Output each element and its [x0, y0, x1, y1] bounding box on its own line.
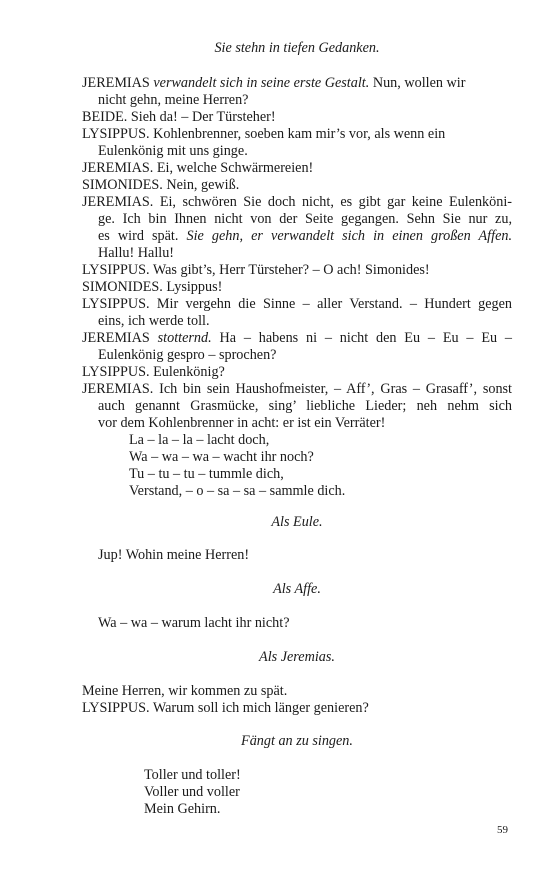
stage-direction: Als Jeremias. — [259, 649, 335, 665]
speech-text: Hallu! Hallu! — [98, 244, 175, 261]
verse-line: Toller und toller! — [144, 767, 241, 783]
inline-direction: stotternd. — [157, 330, 212, 346]
speech-line: Wa – wa – warum lacht ihr nicht? — [98, 615, 290, 631]
speaker-name: JEREMIAS — [82, 75, 150, 91]
speech-text: Was gibt’s, Herr Türsteher? – O ach! Simonides! — [152, 262, 430, 278]
speech-text: Lysippus! — [166, 279, 223, 295]
speech-text: Eulenkönig? — [153, 364, 225, 380]
speech-text: Nein, gewiß. — [166, 177, 240, 193]
speaker-name: LYSIPPUS. — [82, 296, 150, 312]
speaker-name: JEREMIAS. — [82, 381, 154, 397]
page-number: 59 — [497, 824, 508, 836]
speaker-name: LYSIPPUS. — [82, 700, 150, 716]
speaker-name: LYSIPPUS. — [82, 364, 150, 380]
speaker-name: LYSIPPUS. — [82, 126, 150, 142]
speech-text: Eulenkönig mit uns ginge. — [98, 142, 248, 159]
speech-text: es wird spät. — [98, 227, 179, 244]
speech-text: auch genannt Grasmücke, sing’ liebliche Lieder; neh nehm sich — [98, 397, 512, 414]
speech-line: Jup! Wohin meine Herren! — [98, 547, 250, 563]
speaker-name: JEREMIAS — [82, 330, 150, 346]
speaker-name: LYSIPPUS. — [82, 262, 150, 278]
stage-direction: Sie stehn in tiefen Gedanken. — [214, 40, 380, 56]
speech-beide — [82, 109, 512, 126]
stage-direction: Als Affe. — [273, 581, 321, 597]
speech-text: Eulenkönig gespro – sprochen? — [98, 346, 277, 363]
speech-line: Meine Herren, wir kommen zu spät. — [82, 683, 288, 699]
verse-line: Verstand, – o – sa – sa – sammle dich. — [129, 482, 346, 499]
verse-line: Tu – tu – tu – tummle dich, — [129, 465, 284, 482]
speech-jeremias-2 — [82, 160, 512, 177]
speech-lysippus-2 — [82, 262, 512, 279]
speech-text: Kohlenbrenner, soeben kam mir’s vor, als wenn ein — [153, 126, 446, 142]
speaker-name: JEREMIAS. — [82, 194, 154, 210]
speech-text: Warum soll ich mich länger genieren? — [152, 700, 369, 716]
speech-lysippus-5 — [82, 700, 512, 717]
speech-text: Nun, wollen wir — [372, 75, 466, 91]
speech-lysippus-3 — [82, 296, 512, 330]
speech-jeremias-5 — [82, 381, 512, 432]
stage-direction: Fängt an zu singen. — [241, 733, 353, 749]
verse-line: Mein Gehirn. — [144, 800, 221, 817]
inline-direction: Sie gehn, er verwandelt sich in einen großen Affen. — [186, 227, 513, 244]
speech-lysippus-1 — [82, 126, 512, 160]
speech-text: vor dem Kohlenbrenner in acht: er ist ein Verräter! — [98, 414, 386, 431]
speech-text: Ei, schwören Sie doch nicht, es gibt gar keine Eulenköni- — [159, 194, 513, 210]
speech-text: Mir vergehn die Sinne – aller Verstand. – Hundert gegen — [156, 296, 512, 312]
song-verse-1 — [82, 432, 550, 500]
speech-lysippus-4 — [82, 364, 512, 381]
speech-jeremias-4 — [82, 330, 512, 364]
verse-line: Voller und voller — [144, 783, 240, 800]
speech-text: Ei, welche Schwärmereien! — [156, 160, 314, 176]
stage-direction: Als Eule. — [271, 514, 323, 530]
speech-text: Sieh da! – Der Türsteher! — [130, 109, 276, 125]
speech-text: eins, ich werde toll. — [98, 312, 210, 329]
speech-text: Ha – habens ni – nicht den Eu – Eu – Eu – — [219, 330, 513, 346]
speaker-name: SIMONIDES. — [82, 177, 163, 193]
verse-line: La – la – la – lacht doch, — [129, 432, 270, 448]
song-verse-2 — [82, 767, 550, 818]
speech-simonides-1 — [82, 177, 512, 194]
speaker-name: SIMONIDES. — [82, 279, 163, 295]
speaker-name: JEREMIAS. — [82, 160, 154, 176]
speech-jeremias-1 — [82, 75, 512, 109]
speech-text: nicht gehn, meine Herren? — [98, 91, 249, 108]
speech-text: Ich bin sein Haushofmeister, – Aff’, Gras – Grasaff’, sonst — [159, 381, 512, 397]
inline-direction: verwandelt sich in seine erste Gestalt. — [153, 75, 370, 91]
speaker-name: BEIDE. — [82, 109, 128, 125]
speech-jeremias-3 — [82, 194, 512, 262]
speech-simonides-2 — [82, 279, 512, 296]
verse-line: Wa – wa – wa – wacht ihr noch? — [129, 448, 314, 465]
speech-text: ge. Ich bin Ihnen nicht von der Seite gegangen. Sehn Sie nur zu, — [98, 210, 512, 227]
